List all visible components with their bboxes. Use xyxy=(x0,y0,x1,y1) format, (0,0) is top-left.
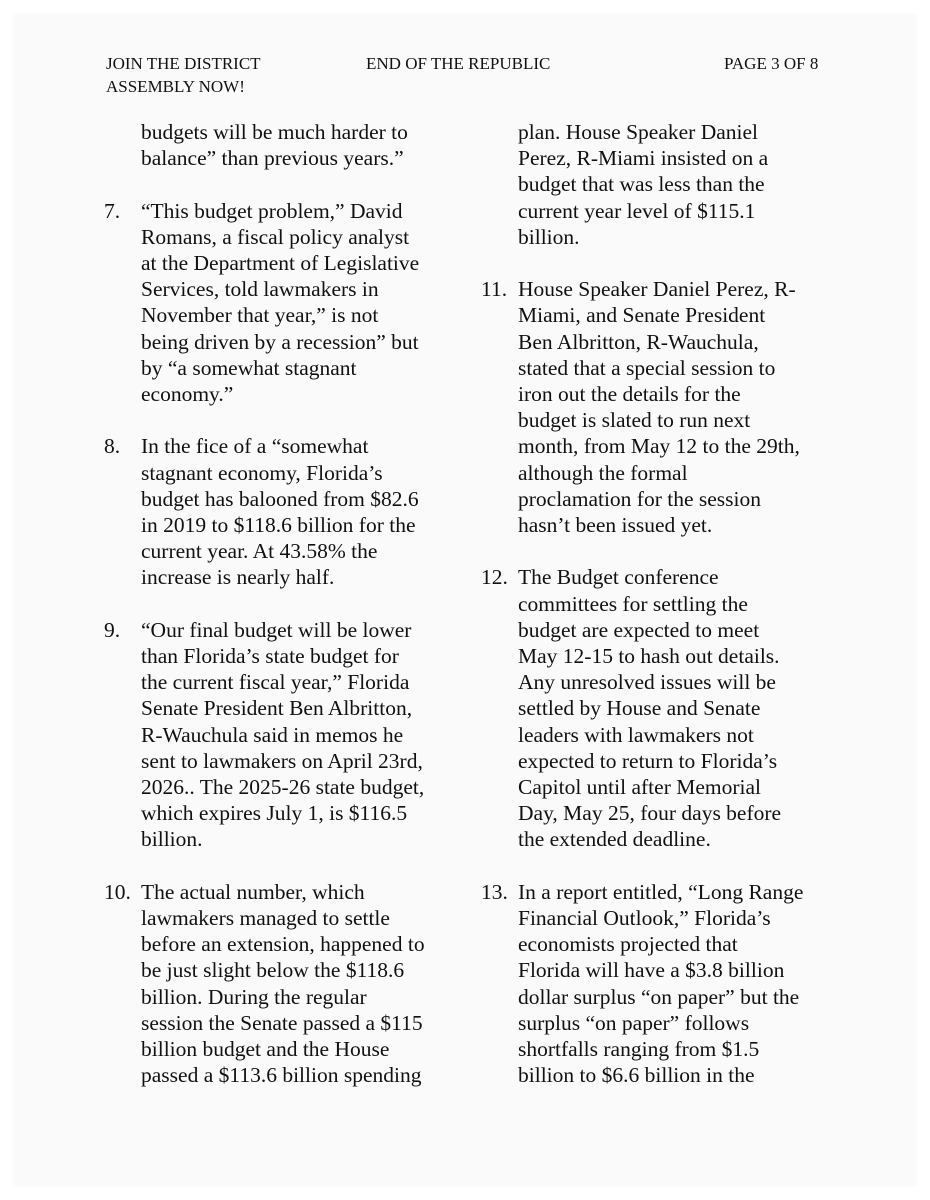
page-number: PAGE 3 OF 8 xyxy=(724,54,819,73)
list-number: 9. xyxy=(104,617,121,642)
list-item-10 xyxy=(104,879,454,1089)
list-item-text: The actual number, which lawmakers managed to settle before an extension, happened to be just slight below the $118.6 billion. During the regular session the Senate passed a $115 billion budget and the House passed a $113.6 billion spending xyxy=(141,879,425,1088)
list-number: 8. xyxy=(104,434,121,459)
list-item-text: In the fice of a “somewhat stagnant economy, Florida’s budget has balooned from $82.6 in 2019 to $118.6 billion for the current year. At 43.58% the increase is nearly half. xyxy=(141,434,419,590)
header-left-text: JOIN THE DISTRICT ASSEMBLY NOW! xyxy=(106,54,261,96)
list-number: 13. xyxy=(481,879,508,904)
list-item-13 xyxy=(481,879,841,1089)
list-item-text: “This budget problem,” David Romans, a fiscal policy analyst at the Department of Legislative Services, told lawmakers in November that year,” is not being driven by a recession” but by “a somewhat stagnant economy.” xyxy=(141,198,420,407)
list-item-12 xyxy=(481,564,841,852)
list-item-text: House Speaker Daniel Perez, R- Miami, and Senate President Ben Albritton, R-Wauchula, stated that a special session to iron out the details for the budget is slated to run next month, from May 12 to the 29th, although the formal proclamation for the session hasn’t been issued yet. xyxy=(518,277,800,538)
right-column xyxy=(481,119,841,1115)
list-item-text: In a report entitled, “Long Range Financial Outlook,” Florida’s economists projected that Florida will have a $3.8 billion dollar surplus “on paper” but the surplus “on paper” follows shortfalls ranging from $1.5 billion to $6.6 billion in the xyxy=(518,879,804,1088)
list-number: 7. xyxy=(104,198,121,223)
list-item-8 xyxy=(104,433,454,590)
list-item-text: The Budget conference committees for settling the budget are expected to meet May 12-15 to hash out details. Any unresolved issues will be settled by House and Senate leaders with lawmakers not expected to return to Florida’s Capitol until after Memorial Day, May 25, four days before the extended deadline. xyxy=(518,565,782,852)
continued-paragraph: budgets will be much harder to balance” than previous years.” xyxy=(141,120,408,171)
list-item-text: “Our final budget will be lower than Florida’s state budget for the current fiscal year,” Florida Senate President Ben Albritton, R-Wauchula said in memos he sent to lawmakers on April 23rd, 2026.. The 2025-26 state budget, which expires July 1, is $116.5 billion. xyxy=(141,617,425,852)
list-number: 10. xyxy=(104,879,131,904)
list-number: 11. xyxy=(481,277,508,302)
header-title: END OF THE REPUBLIC xyxy=(366,54,551,73)
left-column xyxy=(104,119,454,1115)
list-item-9 xyxy=(104,617,454,853)
list-item-7 xyxy=(104,198,454,408)
page-header xyxy=(0,52,930,102)
list-item-11 xyxy=(481,276,841,538)
continued-paragraph: plan. House Speaker Daniel Perez, R-Miami insisted on a budget that was less than the current year level of $115.1 billion. xyxy=(518,120,769,249)
list-number: 12. xyxy=(481,565,508,590)
